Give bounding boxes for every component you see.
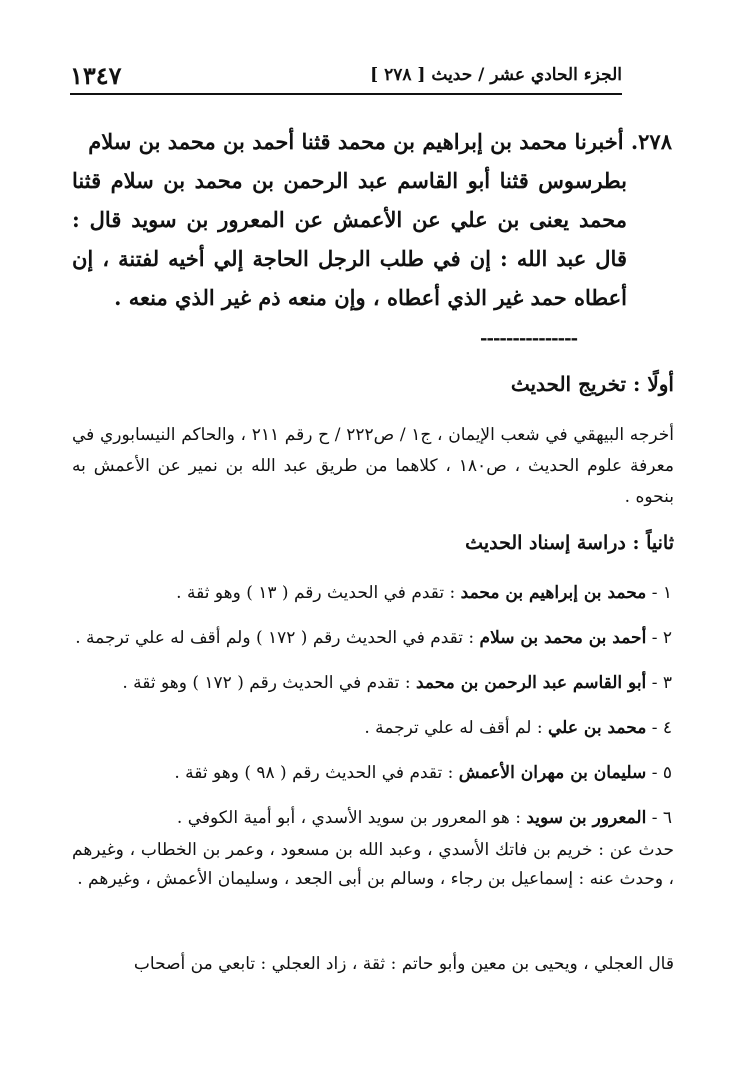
page-number: ١٣٤٧ xyxy=(70,60,122,90)
narrator-name: سليمان بن مهران الأعمش xyxy=(458,763,647,783)
page-header xyxy=(70,58,622,92)
narrator-note: : تقدم في الحديث رقم ( ٩٨ ) وهو ثقة . xyxy=(174,763,459,783)
hadith-lead-word: أخبرنا xyxy=(574,129,624,154)
narrator-name: محمد بن علي xyxy=(548,718,647,738)
narrator-note: : تقدم في الحديث رقم ( ١٧٢ ) ولم أقف له علي ترجمة . xyxy=(75,628,480,648)
narrator-list xyxy=(72,578,672,848)
hadith-text xyxy=(72,122,672,317)
narrator-note: : تقدم في الحديث رقم ( ١٣ ) وهو ثقة . xyxy=(176,583,461,603)
takhrij-text: أخرجه البيهقي في شعب الإيمان ، ج١ / ص٢٢٢ / ح رقم ٢١١ ، والحاكم النيسابوري في معرفة علوم الحديث ، ص١٨٠ ، كلاهما من طريق عبد الله بن نمير عن الأعمش به بنحوه . xyxy=(72,425,675,507)
narrator-name: المعرور بن سويد xyxy=(526,808,647,828)
narrator-item xyxy=(72,758,672,803)
narrator-item xyxy=(72,623,672,668)
section-divider: --------------- xyxy=(480,328,578,349)
narrator-number: ٣ - xyxy=(651,673,672,693)
narrator-item xyxy=(72,578,672,623)
narrator-name: أحمد بن محمد بن سلام xyxy=(479,628,647,648)
narrator-note: : لم أقف له علي ترجمة . xyxy=(364,718,549,738)
takhrij-heading: أولًا : تخريج الحديث xyxy=(510,372,674,396)
narrator-number: ٦ - xyxy=(651,808,672,828)
narrator-item xyxy=(72,713,672,758)
hadith-first-line: محمد بن إبراهيم بن محمد قثنا أحمد بن محمد بن سلام xyxy=(88,129,568,154)
hadith-number: ٢٧٨. xyxy=(630,129,672,154)
narrator-number: ٥ - xyxy=(651,763,672,783)
narrator-biography: حدث عن : خريم بن فاتك الأسدي ، وعبد الله بن مسعود ، وعمر بن الخطاب ، وغيرهم ، وحدث عنه : إسماعيل بن رجاء ، وسالم بن أبى الجعد ، وسليمان الأعمش ، وغيرهم . xyxy=(72,840,674,889)
narrator-name: محمد بن إبراهيم بن محمد xyxy=(460,583,647,603)
hadith-body: بطرسوس قثنا أبو القاسم عبد الرحمن بن محمد بن سلام قثنا محمد يعنى بن علي عن الأعمش عن المعرور بن سويد قال : قال عبد الله : إن في طلب الرجل الحاجة إلي أخيه لفتنة ، إن أعطاه حمد غير الذي أعطاه ، وإن منعه ذم غير الذي منعه . xyxy=(72,168,627,310)
narrator-note: : تقدم في الحديث رقم ( ١٧٢ ) وهو ثقة . xyxy=(122,673,416,693)
narrator-number: ٤ - xyxy=(651,718,672,738)
narrator-number: ١ - xyxy=(651,583,672,603)
narrator-note: : هو المعرور بن سويد الأسدي ، أبو أمية الكوفي . xyxy=(176,808,527,828)
running-header-title: الجزء الحادي عشر / حديث [ ٢٧٨ ] xyxy=(370,65,622,85)
isnad-study-heading: ثانياً : دراسة إسناد الحديث xyxy=(465,532,674,554)
narrator-name: أبو القاسم عبد الرحمن بن محمد xyxy=(415,673,647,693)
narrator-grading: قال العجلي ، ويحيى بن معين وأبو حاتم : ثقة ، زاد العجلي : تابعي من أصحاب xyxy=(133,954,674,974)
header-rule xyxy=(70,93,622,95)
narrator-number: ٢ - xyxy=(651,628,672,648)
narrator-item xyxy=(72,668,672,713)
